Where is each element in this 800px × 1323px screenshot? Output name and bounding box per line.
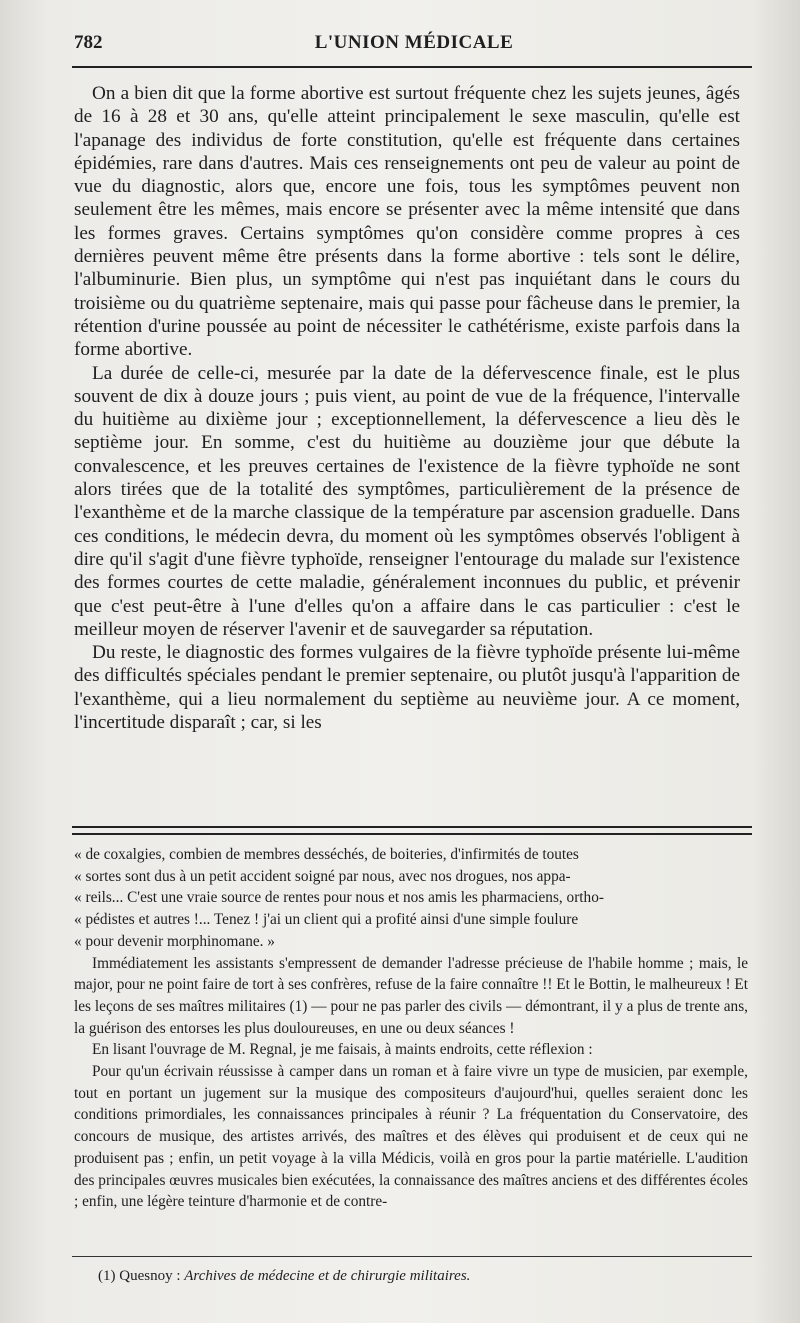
header-rule — [72, 66, 752, 68]
footnote-citation: Archives de médecine et de chirurgie militaires. — [184, 1268, 471, 1284]
feuilleton-section — [74, 844, 748, 1213]
footnote-marker: (1) Quesnoy : — [98, 1268, 181, 1284]
body-paragraph: Du reste, le diagnostic des formes vulgaires de la fièvre typhoïde présente lui-même des difficultés spéciales pendant le premier septenaire, ou plutôt jusqu'à l'apparition de l'exanthème, qui a lieu normalement du septième au neuvième jour. A ce moment, l'incertitude disparaît ; car, si les — [74, 642, 740, 734]
page-number: 782 — [74, 32, 103, 53]
feuilleton-paragraph: En lisant l'ouvrage de M. Regnal, je me faisais, à maints endroits, cette réflexion : — [92, 1041, 593, 1059]
running-title: L'UNION MÉDICALE — [314, 32, 514, 53]
quote-line: « de coxalgies, combien de membres desséchés, de boiteries, d'infirmités de toutes — [74, 846, 579, 863]
footnote — [98, 1266, 738, 1286]
feuilleton-divider — [72, 826, 752, 835]
footnote-rule — [72, 1256, 752, 1257]
quoted-passage — [74, 844, 748, 953]
quote-line: « reils... C'est une vraie source de rentes pour nous et nos amis les pharmaciens, ortho- — [74, 889, 604, 907]
article-body — [74, 82, 740, 734]
feuilleton-paragraph: Pour qu'un écrivain réussisse à camper dans un roman et à faire vivre un type de musicien, par exemple, tout en portant un jugement sur la musique des compositeurs d'aujourd'hui, quelles seraient donc les conditions primordiales, les connaissances principales à réunir ? La fréquentation du Conservatoire, des concours de musique, des artistes arrivés, des maîtres et des élèves qui produisent et de ceux qui ne produisent pas ; enfin, un petit voyage à la villa Médicis, voilà en gros pour la partie matérielle. L'audition des principales œuvres musicales bien exécutées, la connaissance des maîtres anciens et des différentes écoles ; enfin, une légère teinture d'harmonie et de contre- — [74, 1063, 748, 1211]
quote-line: « sortes sont dus à un petit accident soigné par nous, avec nos drogues, nos appa- — [74, 867, 571, 885]
page-header — [74, 30, 754, 60]
body-paragraph: La durée de celle-ci, mesurée par la date de la défervescence finale, est le plus souvent de dix à douze jours ; puis vient, au point de vue de la fréquence, l'intervalle du huitième au dixième jour ; exceptionnellement, la défervescence a lieu dès le septième jour. En somme, c'est du huitième au douzième jour que débute la convalescence, et les preuves certaines de l'existence de la fièvre typhoïde ne sont alors tirées que de la totalité des symptômes, particulièrement de la présence de l'exanthème et de la marche classique de la température par ascension graduelle. Dans ces conditions, le médecin devra, du moment où les symptômes observés l'obligent à dire qu'il s'agit d'une fièvre typhoïde, renseigner l'entourage du malade sur l'existence des formes courtes de cette maladie, généralement inconnues du public, et prévenir que c'est peut-être à l'une d'elles qu'on a affaire dans le cas particulier : c'est le meilleur moyen de réserver l'avenir et de sauvegarder sa réputation. — [74, 362, 740, 640]
quote-line: « pour devenir morphinomane. » — [74, 932, 275, 950]
quote-line: « pédistes et autres !... Tenez ! j'ai un client qui a profité ainsi d'une simple foulure — [74, 911, 579, 929]
body-paragraph: On a bien dit que la forme abortive est surtout fréquente chez les sujets jeunes, âgés de 16 à 28 et 30 ans, qu'elle atteint principalement le sexe masculin, qu'elle est l'apanage des individus de forte constitution, qu'elle est fréquente dans certaines épidémies, rare dans d'autres. Mais ces renseignements ont peu de valeur au point de vue du diagnostic, alors que, encore une fois, tous les symptômes peuvent non seulement être les mêmes, mais encore se présenter avec la même intensité que dans les formes graves. Certains symptômes qu'on considère comme propres à ces dernières peuvent même être présents dans la forme abortive : tels sont le délire, l'albuminurie. Bien plus, un symptôme qui n'est pas inquiétant dans le cours du troisième ou du quatrième septenaire, mais qui passe pour fâcheuse dans le premier, la rétention d'urine poussée au point de nécessiter le cathétérisme, existe parfois dans la forme abortive. — [74, 83, 740, 361]
feuilleton-paragraph: Immédiatement les assistants s'empressent de demander l'adresse précieuse de l'habile homme ; mais, le major, pour ne point faire de tort à ses confrères, refuse de la faire connaître !! Et le Bottin, le malheureux ! Et les leçons de ses maîtres militaires (1) — pour ne pas parler des civils — démontrant, il y a plus de trente ans, la guérison des entorses les plus douloureuses, en une ou deux séances ! — [74, 954, 748, 1037]
